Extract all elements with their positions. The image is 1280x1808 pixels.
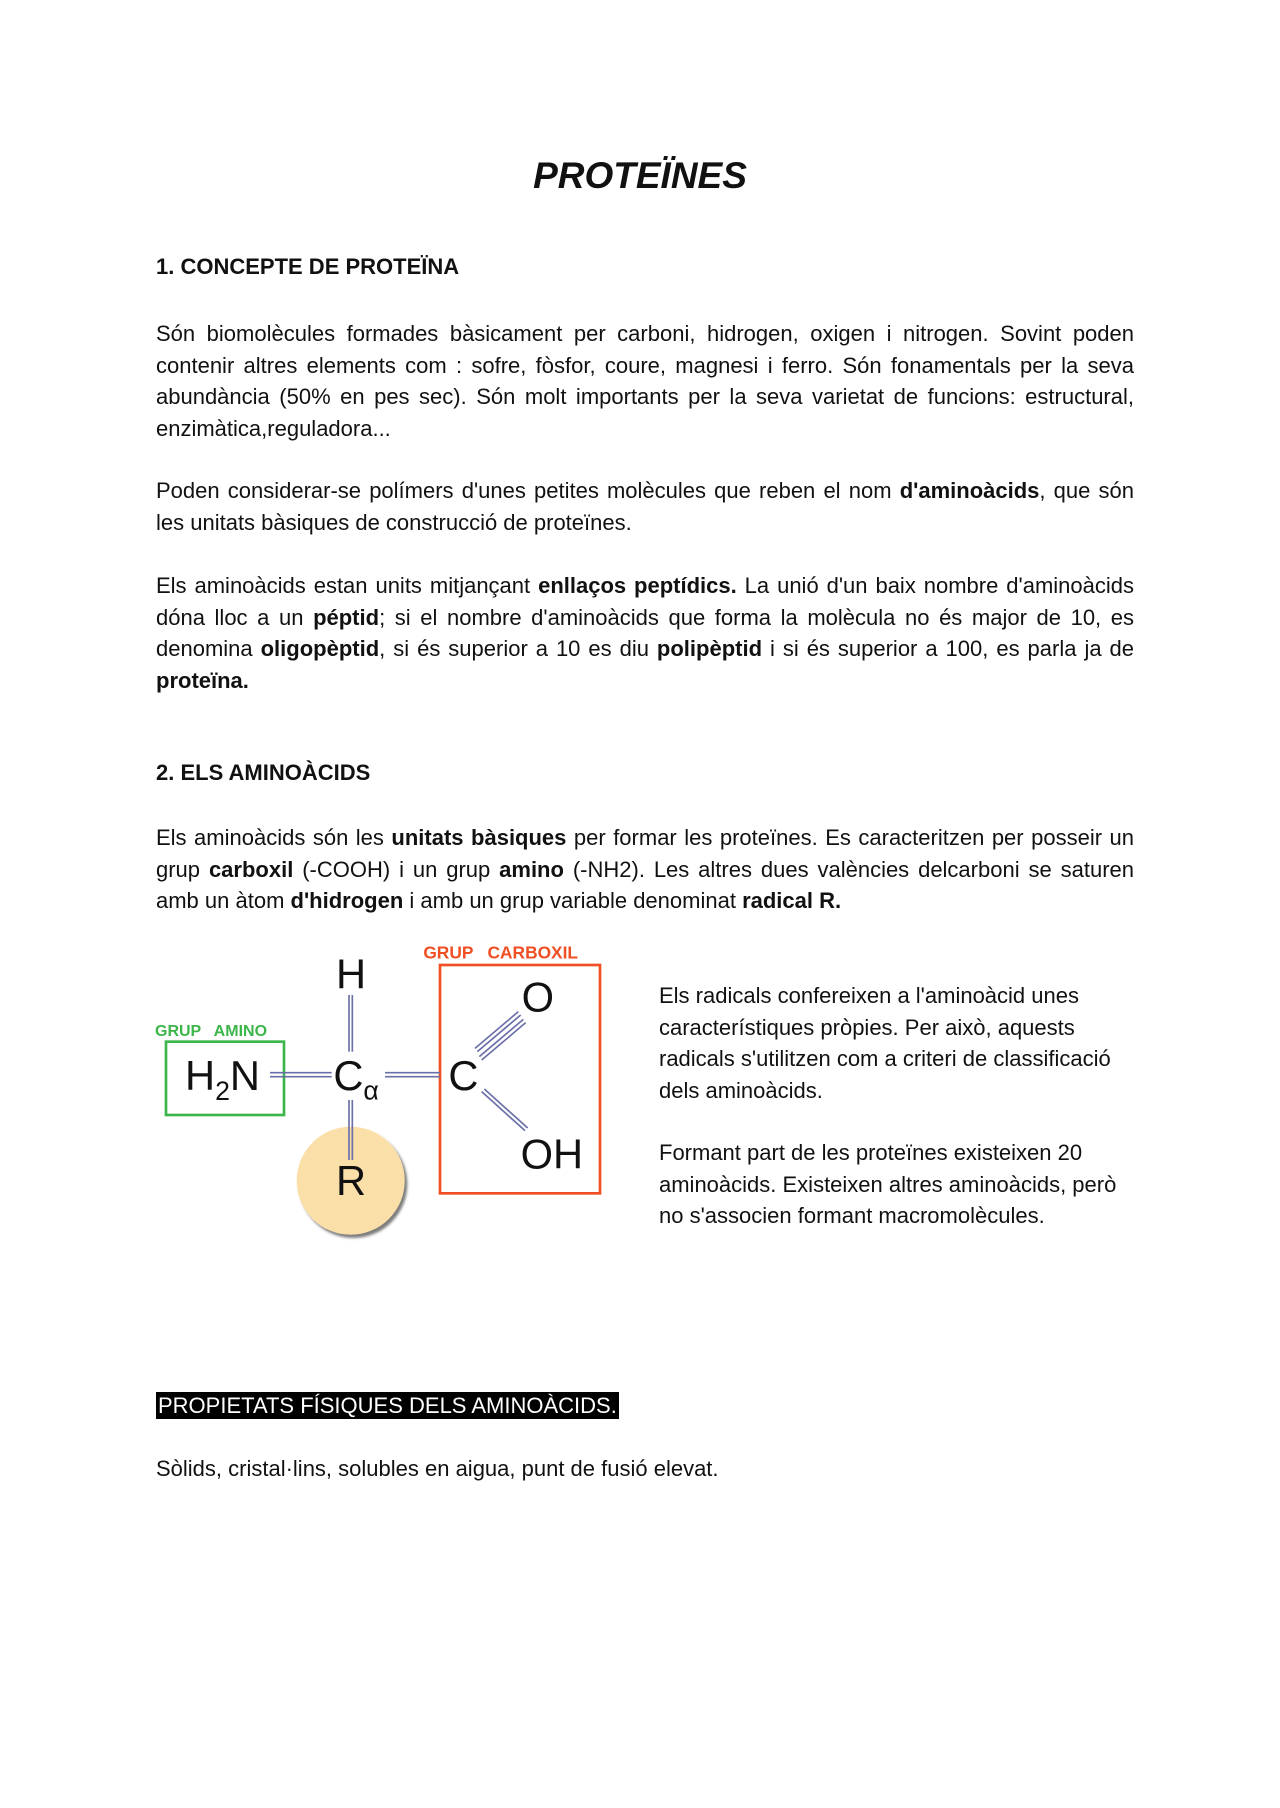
hydrogen-atom: H [336,950,367,998]
page-title: PROTEÏNES [533,155,747,196]
bold-term: carboxil [208,856,294,882]
alpha-carbon-atom: $C_\alpha$ [333,1052,379,1106]
text: i si és superior a 100, es parla ja de [762,636,1135,662]
oxygen-atom: O [521,973,555,1021]
text: , si és superior a 10 es diu [379,636,657,662]
section-heading-physical-properties: PROPIETATS FÍSIQUES DELS AMINOÀCIDS. [158,1393,617,1418]
paragraph-radicals: Els radicals confereixen a l'aminoàcid unes característiques pròpies. Per això, aquests radicals s'utilitzen com a criteri de classificació dels aminoàcids. [659,983,1111,1103]
text: La unió d'un baix nombre d'aminoàcids dóna lloc a un [156,573,1134,630]
text: per formar les proteïnes. Es caracteritzen per posseir un grup [156,825,1134,882]
bold-term: d'aminoàcids [899,478,1040,503]
hydroxyl-group: OH [520,1130,584,1178]
paragraph-peptide-bonds [156,570,1134,696]
bold-term: unitats bàsiques [391,825,567,850]
section-heading-amino-acids: 2. ELS AMINOÀCIDS [156,760,371,785]
paragraph-twenty-amino-acids: Formant part de les proteïnes existeixen 20 aminoàcids. Existeixen altres aminoàcids, però no s'associen formant macromolècules. [659,1140,1117,1229]
bold-term: polipèptid [656,636,763,662]
bonds [270,995,528,1160]
radical-r: R [336,1157,367,1204]
bold-term: oligopèptid [260,636,380,662]
bold-term: enllaços peptídics. [538,573,737,598]
carboxyl-group-label: GRUP CARBOXIL [423,942,579,963]
paragraph-polymers [156,475,1134,538]
bold-term: amino [499,856,564,882]
bold-term: péptid [313,604,380,630]
amino-acid-structure-diagram [140,940,620,1270]
paragraph-amino-acids [156,822,1134,917]
carbon-atom: C [448,1052,479,1099]
text: , que són les unitats bàsiques de construcció de proteïnes. [156,478,1135,535]
amino-group-label: GRUP AMINO [155,1023,268,1040]
bold-term: d'hidrogen [290,888,404,914]
text: (-COOH) i un grup [293,856,500,882]
text: Els aminoàcids estan units mitjançant [156,573,539,598]
text: (-NH2). Les altres dues valències delcarboni se saturen amb un àtom [156,856,1134,914]
paragraph-physical-properties: Sòlids, cristal·lins, solubles en aigua, punt de fusió elevat. [156,1456,719,1481]
text: i amb un grup variable denominat [403,888,743,914]
paragraph-definition: Són biomolècules formades bàsicament per carboni, hidrogen, oxigen i nitrogen. Sovint poden contenir altres elements com : sofre, fòsfor, coure, magnesi i ferro. Són fonamentals per la seva abundància (50% en pes sec). Són molt importants per la seva varietat de funcions: estructural, enzimàtica,reguladora... [156,321,1134,441]
bold-term: radical R. [742,888,842,914]
h2n-atom: $H_2N$ [185,1052,261,1106]
text: ; si el nombre d'aminoàcids que forma la molècula no és major de 10, es denomina [156,604,1134,662]
text: Els aminoàcids són les [156,825,392,850]
section-heading-concept: 1. CONCEPTE DE PROTEÏNA [156,254,460,279]
text: Poden considerar-se polímers d'unes petites molècules que reben el nom [156,478,900,503]
bold-term: proteïna. [156,667,249,693]
